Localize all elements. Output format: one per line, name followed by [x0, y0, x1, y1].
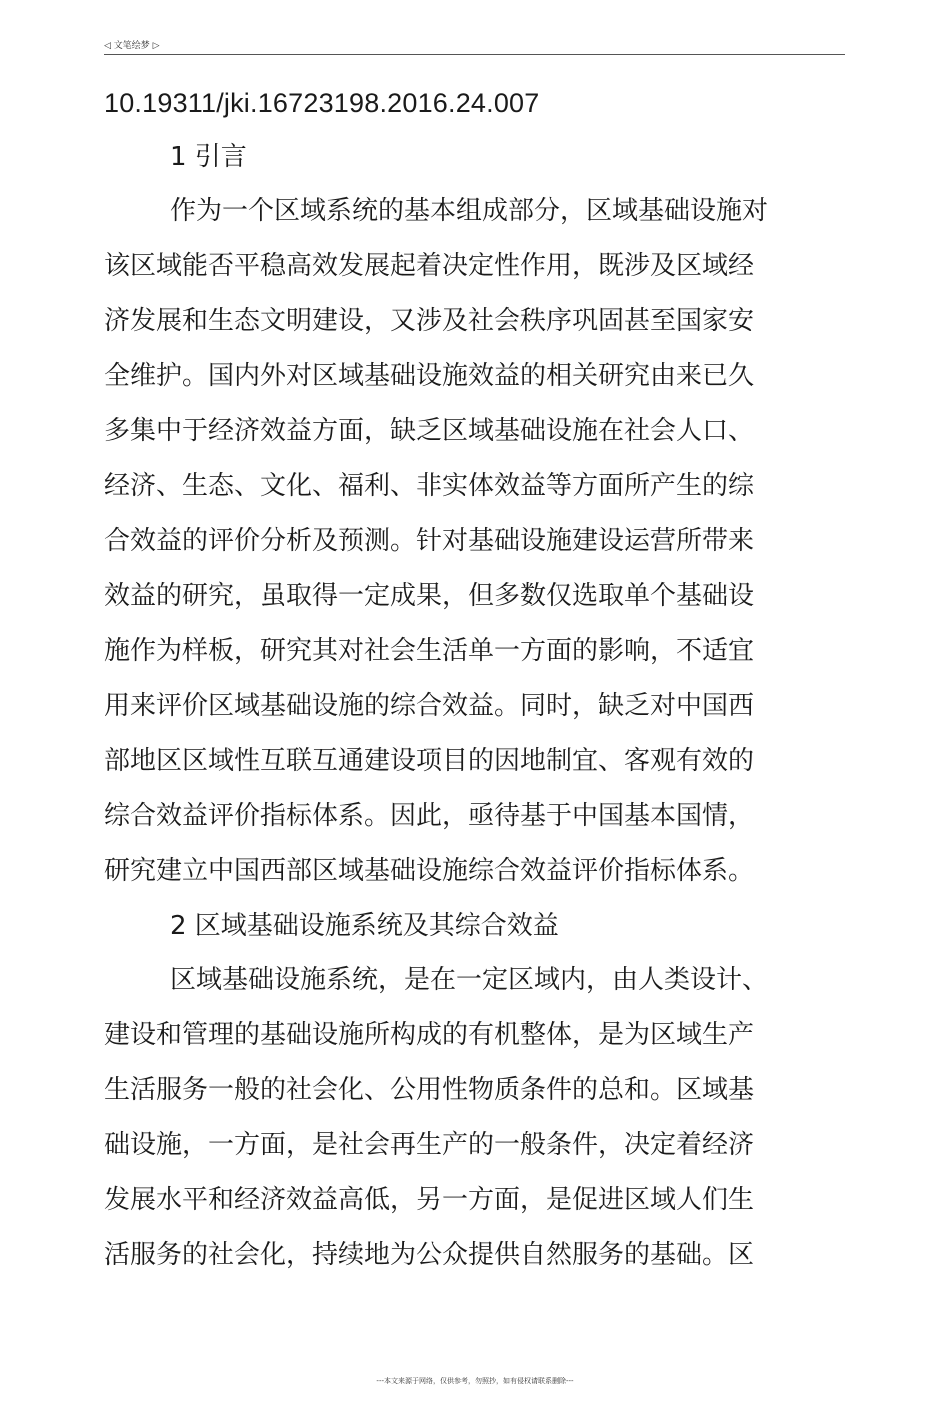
paragraph-line: 建设和管理的基础设施所构成的有机整体，是为区域生产 [104, 1020, 755, 1050]
document-body [104, 76, 849, 1283]
paragraph-line: 活服务的社会化，持续地为公众提供自然服务的基础。区 [104, 1240, 755, 1270]
header-text: ◁ 文笔绘梦 ▷ [104, 41, 160, 51]
page-footer: ---本文来源于网络，仅供参考，勿照抄，如有侵权请联系删除--- [376, 1377, 574, 1385]
paragraph-line: 研究建立中国西部区域基础设施综合效益评价指标体系。 [104, 856, 755, 886]
paragraph-line: 区域基础设施系统，是在一定区域内，由人类设计、 [170, 965, 769, 995]
paragraph-line: 部地区区域性互联互通建设项目的因地制宜、客观有效的 [104, 746, 755, 776]
paragraph-line: 作为一个区域系统的基本组成部分，区域基础设施对 [170, 196, 769, 226]
paragraph-line: 该区域能否平稳高效发展起着决定性作用，既涉及区域经 [104, 251, 755, 281]
paragraph-line: 合效益的评价分析及预测。针对基础设施建设运营所带来 [104, 526, 755, 556]
paragraph-line: 经济、生态、文化、福利、非实体效益等方面所产生的综 [104, 471, 755, 501]
paragraph-line: 全维护。国内外对区域基础设施效益的相关研究由来已久 [104, 361, 755, 391]
paragraph-line: 发展水平和经济效益高低，另一方面，是促进区域人们生 [104, 1185, 755, 1215]
paragraph-line: 多集中于经济效益方面，缺乏区域基础设施在社会人口、 [104, 416, 755, 446]
paragraph-line: 效益的研究，虽取得一定成果，但多数仅选取单个基础设 [104, 581, 755, 611]
paragraph-line: 综合效益评价指标体系。因此，亟待基于中国基本国情， [104, 801, 755, 831]
section-1-paragraph [104, 184, 849, 899]
paragraph-line: 济发展和生态文明建设，又涉及社会秩序巩固甚至国家安 [104, 306, 755, 336]
paragraph-line: 生活服务一般的社会化、公用性物质条件的总和。区域基 [104, 1075, 755, 1105]
section-2-paragraph [104, 953, 849, 1283]
page-header [104, 40, 845, 55]
doi-line: 10.19311/jki.16723198.2016.24.007 [104, 88, 540, 118]
paragraph-line: 施作为样板，研究其对社会生活单一方面的影响，不适宜 [104, 636, 755, 666]
section-2-heading: 2 区域基础设施系统及其综合效益 [170, 911, 559, 941]
section-1-heading: 1 引言 [170, 142, 247, 172]
paragraph-line: 础设施，一方面，是社会再生产的一般条件，决定着经济 [104, 1130, 755, 1160]
paragraph-line: 用来评价区域基础设施的综合效益。同时，缺乏对中国西 [104, 691, 755, 721]
